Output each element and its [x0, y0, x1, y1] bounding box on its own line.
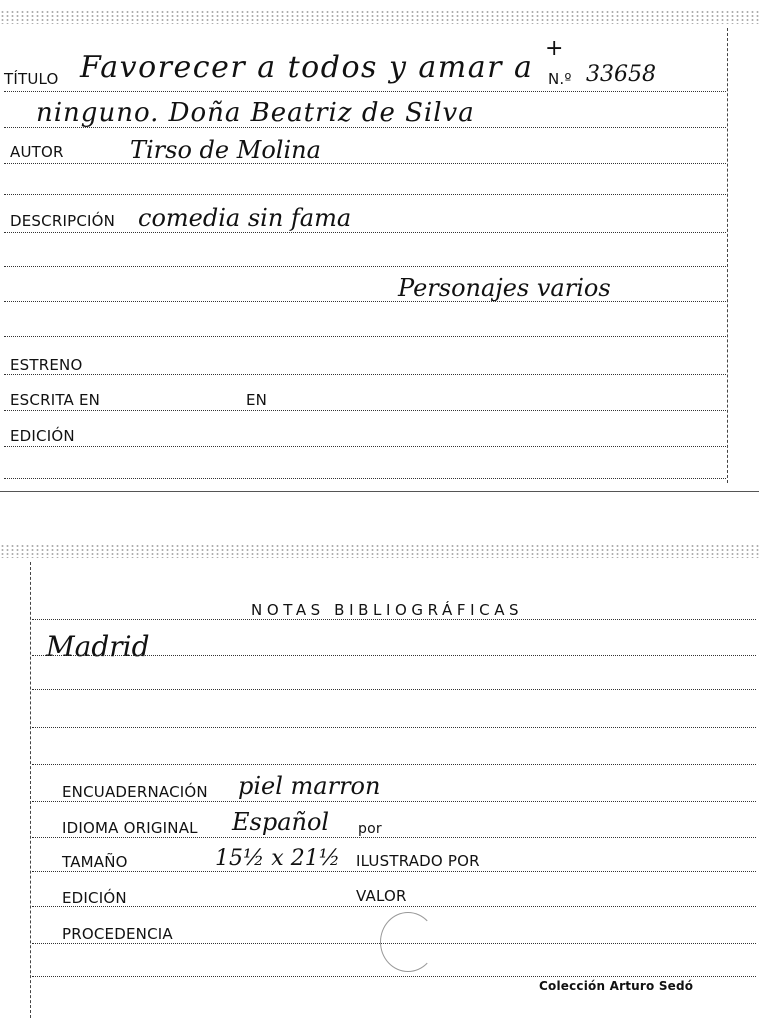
- tamano-label: TAMAÑO: [62, 853, 128, 871]
- numero-mark: +: [545, 36, 564, 61]
- card-edge-speckle: [0, 544, 759, 558]
- descripcion-label: DESCRIPCIÓN: [10, 212, 116, 230]
- rule-line: [32, 837, 756, 838]
- numero-value: 33658: [586, 62, 656, 87]
- encuadernacion-value: piel marron: [238, 772, 381, 800]
- rule-line: [4, 127, 726, 128]
- valor-label: VALOR: [356, 887, 407, 905]
- card-edge-speckle: [0, 10, 759, 24]
- rule-line: [4, 301, 726, 302]
- edicion-label-back: EDICIÓN: [62, 889, 127, 907]
- rule-line: [32, 764, 756, 765]
- rule-line: [4, 266, 726, 267]
- notas-heading: NOTAS BIBLIOGRÁFICAS: [251, 601, 524, 619]
- catalog-card-back: [0, 540, 759, 1028]
- card-bottom-edge: [0, 491, 759, 492]
- place-value: Madrid: [46, 630, 150, 663]
- titulo-value-line1: Favorecer a todos y amar a: [80, 50, 534, 85]
- idioma-label: IDIOMA ORIGINAL: [62, 819, 198, 837]
- en-label: EN: [246, 391, 268, 409]
- edicion-label: EDICIÓN: [10, 427, 75, 445]
- catalog-card-front: [0, 0, 759, 492]
- personajes-note: Personajes varios: [398, 274, 611, 302]
- rule-line: [4, 410, 726, 411]
- numero-label: N.º: [548, 70, 572, 88]
- rule-line: [4, 91, 726, 92]
- rule-line: [32, 976, 756, 977]
- tamano-value: 15½ x 21½: [215, 846, 341, 871]
- ilustrado-label: ILUSTRADO POR: [356, 852, 480, 870]
- titulo-value-line2: ninguno. Doña Beatriz de Silva: [36, 98, 475, 128]
- rule-line: [4, 374, 726, 375]
- rule-line: [32, 689, 756, 690]
- coleccion-credit: Colección Arturo Sedó: [539, 979, 694, 993]
- card-border-right: [727, 28, 728, 483]
- idioma-value: Español: [232, 808, 330, 836]
- rule-line: [4, 232, 726, 233]
- rule-line: [32, 871, 756, 872]
- rule-line: [4, 446, 726, 447]
- escrita-label: ESCRITA EN: [10, 391, 101, 409]
- rule-line: [4, 194, 726, 195]
- faint-stamp-mark: [380, 912, 436, 972]
- rule-line: [4, 478, 726, 479]
- autor-label: AUTOR: [10, 143, 64, 161]
- rule-line: [32, 727, 756, 728]
- rule-line: [4, 163, 726, 164]
- descripcion-value: comedia sin fama: [138, 204, 352, 232]
- card-border-left: [30, 562, 31, 1018]
- rule-line: [32, 943, 756, 944]
- autor-value: Tirso de Molina: [130, 136, 321, 164]
- procedencia-label: PROCEDENCIA: [62, 925, 173, 943]
- rule-line: [32, 655, 756, 656]
- encuadernacion-label: ENCUADERNACIÓN: [62, 783, 208, 801]
- rule-line: [32, 906, 756, 907]
- rule-line: [32, 619, 756, 620]
- por-label: por: [358, 821, 382, 837]
- rule-line: [4, 336, 726, 337]
- titulo-label: TÍTULO: [4, 70, 59, 88]
- estreno-label: ESTRENO: [10, 356, 83, 374]
- rule-line: [32, 801, 756, 802]
